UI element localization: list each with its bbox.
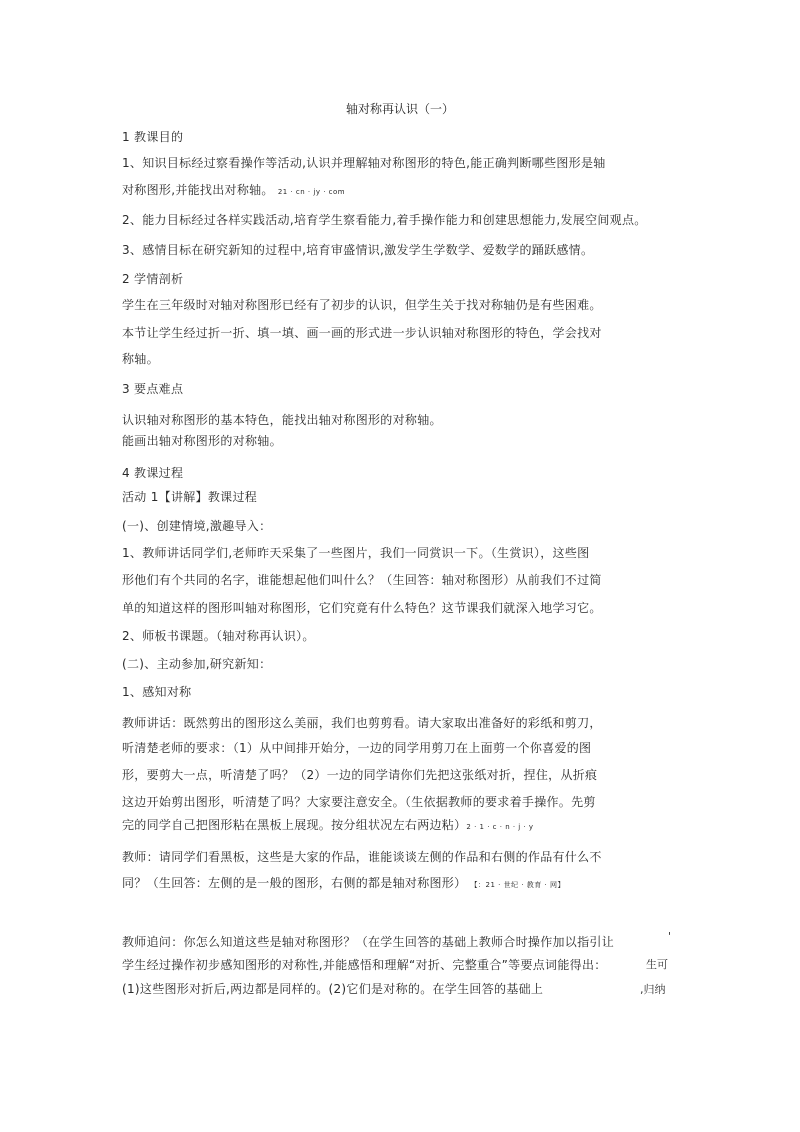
paragraph-line: 活动 1【讲解】教课过程 xyxy=(122,490,258,504)
paragraph-line: 1、感知对称 xyxy=(122,685,192,699)
paragraph-line: 认识轴对称图形的基本特色，能找出轴对称图形的对称轴。 xyxy=(122,413,442,427)
paragraph-line: 单的知道这样的图形叫轴对称图形，它们究竟有什么特色？这节课我们就深入地学习它。 xyxy=(122,601,602,615)
paragraph-line: (1)这些图形对折后,两边都是同样的。(2)它们是对称的。在学生回答的基础上 xyxy=(122,982,544,996)
paragraph-line: 学生经过操作初步感知图形的对称性,并能感悟和理解“对折、完整重合”等要点词能得出： xyxy=(122,958,607,972)
paragraph-line: 形他们有个共同的名字，谁能想起他们叫什么？（生回答：轴对称图形）从前我们不过简 xyxy=(122,573,602,587)
watermark-text: 2 · 1 · c · n · j · y xyxy=(466,823,534,831)
section-heading-analysis: 2 学情剖析 xyxy=(122,272,184,286)
paragraph-line: 同？（生回答：左侧的是一般的图形，右侧的都是轴对称图形） 【：21 · 世纪 · 教育 · 网】 xyxy=(122,876,565,890)
margin-text: 生可 xyxy=(646,958,668,971)
section-heading-process: 4 教课过程 xyxy=(122,466,184,480)
page-title: 轴对称再认识（一） xyxy=(345,102,454,116)
paragraph-line: 听清楚老师的要求：（1）从中间排开始分，一边的同学用剪刀在上面剪一个你喜爱的图 xyxy=(122,741,592,755)
watermark-text: 21 · cn · jy · com xyxy=(277,188,346,196)
watermark-text: 【：21 · 世纪 · 教育 · 网】 xyxy=(470,881,565,889)
section-heading-objectives: 1 教课目的 xyxy=(122,130,184,144)
paragraph-line: 称轴。 xyxy=(122,352,159,366)
paragraph-line: 学生在三年级时对轴对称图形已经有了初步的认识，但学生关于找对称轴仍是有些困难。 xyxy=(122,298,602,312)
paragraph-line: 对称图形,并能找出对称轴。 21 · cn · jy · com xyxy=(122,183,346,197)
paragraph-line: 能画出轴对称图形的对称轴。 xyxy=(122,434,282,448)
paragraph-line: 教师追问：你怎么知道这些是轴对称图形？（在学生回答的基础上教师合时操作加以指引让 xyxy=(122,935,615,949)
paragraph-line: 1、知识目标经过察看操作等活动,认识并理解轴对称图形的特色,能正确判断哪些图形是轴 xyxy=(122,156,606,170)
paragraph-line: 教师讲话：既然剪出的图形这么美丽，我们也剪剪看。请大家取出准备好的彩纸和剪刀， xyxy=(122,716,602,730)
paragraph-line: 教师：请同学们看黑板，这些是大家的作品，谁能谈谈左侧的作品和右侧的作品有什么不 xyxy=(122,850,602,864)
subsection-heading: (二)、主动参加,研究新知： xyxy=(122,657,272,671)
paragraph-line: 本节让学生经过折一折、填一填、画一画的形式进一步认识轴对称图形的特色，学会找对 xyxy=(122,326,602,340)
paragraph-line: 完的同学自己把图形粘在黑板上展现。按分组状况左右两边粘）2 · 1 · c · n · j · y xyxy=(122,818,534,832)
paragraph-line: 这边开始剪出图形，听清楚了吗？大家要注意安全。（生依据教师的要求着手操作。先剪 xyxy=(122,795,596,809)
paragraph-line: 3、感情目标在研究新知的过程中,培育审盛情识,激发学生学数学、爱数学的踊跃感情。 xyxy=(122,243,594,257)
subsection-heading: (一)、创建情境,激趣导入： xyxy=(122,519,272,533)
stray-mark: ' xyxy=(668,930,672,943)
margin-text: ,归纳 xyxy=(640,983,666,996)
paragraph-line: 形，要剪大一点，听清楚了吗？（2）一边的同学请你们先把这张纸对折，捏住，从折痕 xyxy=(122,768,598,782)
paragraph-line: 2、能力目标经过各样实践活动,培育学生察看能力,着手操作能力和创建思想能力,发展空间观点。 xyxy=(122,213,647,227)
paragraph-line: 1、教师讲话同学们,老师昨天采集了一些图片，我们一同赏识一下。（生赏识），这些图 xyxy=(122,546,590,560)
section-heading-key-points: 3 要点难点 xyxy=(122,382,184,396)
paragraph-line: 2、师板书课题。（轴对称再认识）。 xyxy=(122,629,315,643)
